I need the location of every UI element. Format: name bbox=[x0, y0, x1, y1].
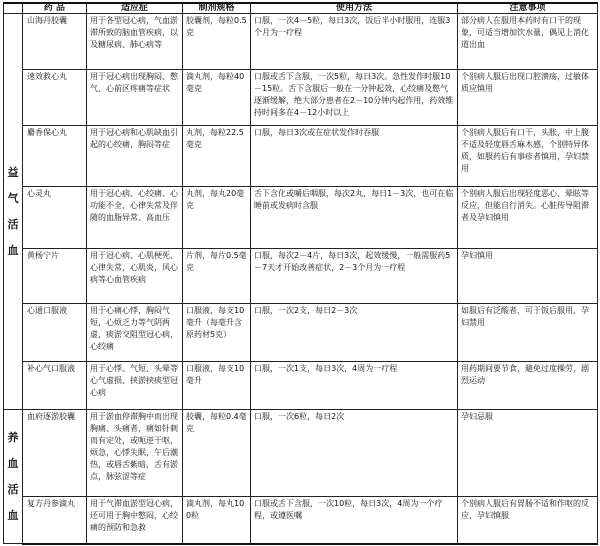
cell-usage: 口服，每次2－4片，每日3次，起效缓慢，一般需服药5－7天才开始改善症状，2－3个月为一疗程 bbox=[251, 249, 458, 304]
cell-usage: 口服，每日3次或在症状发作时吞服 bbox=[251, 126, 458, 187]
cell-usage: 口服，一次6粒，每日2次 bbox=[251, 410, 458, 497]
header-notes: 注意事项 bbox=[458, 3, 598, 14]
cell-name: 黄杨宁片 bbox=[23, 249, 87, 304]
cell-notes: 部分病人在服用本药时有口干的现象，可适当增加饮水量，偶见上消化道出血 bbox=[458, 14, 598, 70]
cell-form: 丸剂，每粒22.5毫克 bbox=[183, 126, 251, 187]
cell-form: 口服液，每支10毫升 bbox=[183, 362, 251, 410]
header-drug: 药 品 bbox=[23, 3, 87, 14]
table-row bbox=[4, 126, 598, 187]
cell-indication: 用于各型冠心病，气血淤滞所致的脑血管疾病，以及糖尿病、肺心病等 bbox=[87, 14, 183, 70]
header-group bbox=[4, 3, 23, 14]
cell-name: 血府逐淤胶囊 bbox=[23, 410, 87, 497]
cell-form: 丸剂，每丸20毫克 bbox=[183, 187, 251, 249]
cell-usage: 舌下含化或嚼后咽服，每次2丸，每日1－3次，也可在临睡前或发病时含服 bbox=[251, 187, 458, 249]
cell-name: 速效救心丸 bbox=[23, 70, 87, 126]
cell-indication: 用于心痛心悸，胸闷气短，心烦乏力等气阴两虚，痰淤交阻型冠心病，心绞痛 bbox=[87, 304, 183, 362]
cell-form: 口服液，每支10毫升（每毫升含原药材5克） bbox=[183, 304, 251, 362]
cell-usage: 口服或舌下含服，一次10粒，每日3次，4周为一个疗程，或遵医嘱 bbox=[251, 497, 458, 544]
table-row bbox=[4, 497, 598, 544]
cell-form: 滴丸剂，每粒40毫克 bbox=[183, 70, 251, 126]
cell-name: 复方丹参滴丸 bbox=[23, 497, 87, 544]
cell-usage: 口服，一次4－5粒，每日3次，饭后半小时服用，连服3个月为一疗程 bbox=[251, 14, 458, 70]
cell-form: 胶囊，每粒0.4毫克 bbox=[183, 410, 251, 497]
cell-indication: 用于心悸、气短、头晕等心气虚损、挟淤挟痰型冠心病 bbox=[87, 362, 183, 410]
table-row bbox=[4, 70, 598, 126]
group-label: 益 气 活 血 bbox=[4, 14, 23, 410]
table-row bbox=[4, 249, 598, 304]
cell-notes: 孕妇慎用 bbox=[458, 249, 598, 304]
cell-name: 心灵丸 bbox=[23, 187, 87, 249]
table-row bbox=[4, 14, 598, 70]
cell-name: 心通口服液 bbox=[23, 304, 87, 362]
cell-indication: 用于冠心病出现胸闷、憋气、心前区疼痛等症状 bbox=[87, 70, 183, 126]
cell-notes: 用药期间要节食，避免过度操劳，剧烈运动 bbox=[458, 362, 598, 410]
cell-name: 山海丹胶囊 bbox=[23, 14, 87, 70]
cell-form: 胶囊剂，每粒0.5克 bbox=[183, 14, 251, 70]
header-usage: 使用方法 bbox=[251, 3, 458, 14]
header-row bbox=[4, 3, 598, 14]
cell-usage: 口服，一次1支，每日3次，4周为一疗程 bbox=[251, 362, 458, 410]
cell-notes: 个别病人服后出现轻度恶心、晕眩等反应，但能自行消失。心脏传导阻滞者及孕妇慎用 bbox=[458, 187, 598, 249]
cell-form: 片剂，每片0.5毫克 bbox=[183, 249, 251, 304]
cell-notes: 孕妇忌服 bbox=[458, 410, 598, 497]
table-body bbox=[4, 14, 598, 544]
cell-usage: 口服，一次2支，每日2－3次 bbox=[251, 304, 458, 362]
table-row bbox=[4, 187, 598, 249]
group-label: 养 血 活 血 bbox=[4, 410, 23, 544]
cell-notes: 个别病人服后有口干，头胀，中上腹不适及轻度唇舌麻木感，个别特异体质，如服药后有事疹者慎用，孕妇禁用 bbox=[458, 126, 598, 187]
table-row bbox=[4, 304, 598, 362]
cell-name: 麝香保心丸 bbox=[23, 126, 87, 187]
cell-usage: 口服或舌下含服，一次5粒，每日3次。急性发作时服10－15粒。舌下含服后一般在一分钟起效，心绞痛及憋气逐渐缓解，绝大部分患者在2－10分钟内起作用，药效维持时间多在4－12小时以上 bbox=[251, 70, 458, 126]
header-indication: 适应症 bbox=[87, 3, 183, 14]
cell-notes: 如服后有泛酸者，可于饭后服用，孕妇禁用 bbox=[458, 304, 598, 362]
cell-indication: 用于冠心病、心绞痛、心功能不全，心律失常及伴随的血脂异常、高血压 bbox=[87, 187, 183, 249]
cell-indication: 用于气滞血淤型冠心病，还可用于胸中憋闷，心绞痛的预防和急救 bbox=[87, 497, 183, 544]
cell-name: 补心气口服液 bbox=[23, 362, 87, 410]
cell-form: 滴丸剂，每丸100粒 bbox=[183, 497, 251, 544]
header-form: 制剂规格 bbox=[183, 3, 251, 14]
table-row bbox=[4, 410, 598, 497]
cell-indication: 用于冠心病和心肌缺血引起的心绞痛，胸闷等症 bbox=[87, 126, 183, 187]
cell-notes: 个别病人服后出现口腔溃疡，过敏体质应慎用 bbox=[458, 70, 598, 126]
drug-table bbox=[3, 2, 598, 545]
table-row bbox=[4, 362, 598, 410]
cell-indication: 用于淤血停滞胸中而出现胸痛、头痛者，痛如针刺而有定处，或呃逆干呕，烦急，心悸失眠，午后潮热，或唇舌紫暗，舌有淤点，脉弦涩等症 bbox=[87, 410, 183, 497]
cell-notes: 个别病人服后有胃肠不适和作呕的反应，孕妇慎服 bbox=[458, 497, 598, 544]
cell-indication: 用于冠心病、心肌梗死、心律失常，心肌炎，风心病等心血管疾病 bbox=[87, 249, 183, 304]
